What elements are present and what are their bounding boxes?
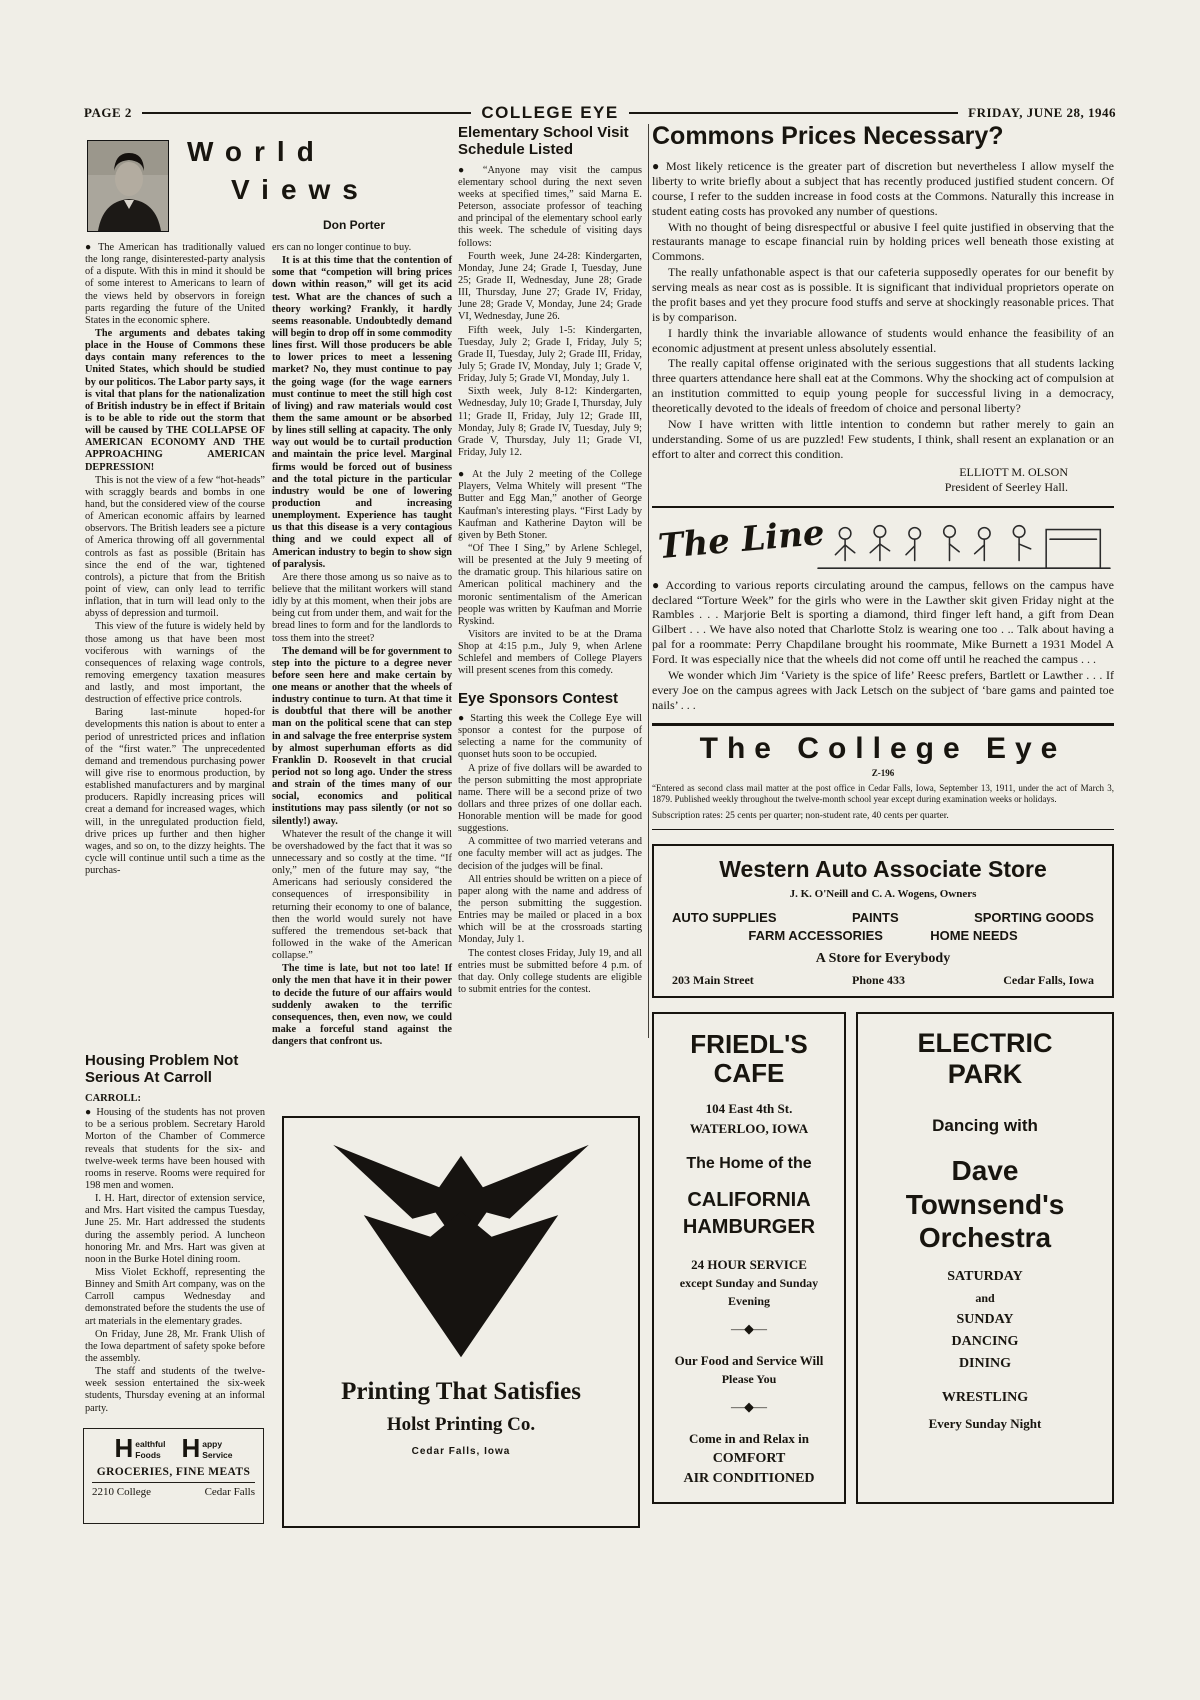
product-category: HOME NEEDS	[930, 927, 1018, 943]
don-porter-photo	[87, 140, 169, 232]
electric-park-ad	[856, 1012, 1114, 1504]
paragraph: The demand will be for government to step into the picture to a degree never before seen here and make certain by one means or another that the wheels of industry continue to turn. At that time it is doubtful that there will be another man on the political scene that can step in and salvage the free enterprise system by almost superhuman efforts as did Franklin D. Roosevelt in that crucial period not so long ago. Under the stress and strain of the times many of our social, economics and political institutions may pass silently (or not so silently!) away.	[272, 645, 452, 827]
paragraph: I. H. Hart, director of extension service, and Mrs. Hart visited the campus Tuesday, June 25. Mr. Hart addressed the students during the assembly period. A luncheon honoring Mr. and Mrs. Hart was given at noon in the Burke Hotel dining room.	[85, 1193, 265, 1265]
paragraph: Sixth week, July 8-12: Kindergarten, Wednesday, July 10; Grade I, Thursday, July 11; Grade II, Friday, July 12; Grade III, Monday, July 8; Grade IV, Tuesday, July 9; Grade V, Thursday, July 11; Grade VI, Friday, July 12.	[458, 386, 642, 459]
grocery-tagline: GROCERIES, FINE MEATS	[96, 1466, 251, 1478]
holst-printing-ad	[282, 1116, 640, 1528]
paragraph: We wonder which Jim ‘Variety is the spice of life’ Reesc prefers, Bartlett or Lawther . . . If every Joe on the campus agrees with Jack Letsch on the subject of ‘bare gams and painted toe nails’ . . .	[652, 667, 1114, 712]
arrow-emblem	[326, 1132, 596, 1372]
western-auto-owners: J. K. O'Neill and C. A. Wogens, Owners	[789, 887, 977, 900]
logo-word-top: appy	[202, 1439, 223, 1449]
western-auto-city: Cedar Falls, Iowa	[1003, 972, 1094, 987]
paragraph: With no thought of being disrespectful or abusive I feel quite justified in observing that the restaurants manage to escape financial ruin by holding prices well beneath those existing at Commons.	[652, 219, 1114, 264]
product-category: SPORTING GOODS	[974, 909, 1094, 925]
portrait-illustration	[88, 141, 168, 231]
friedls-food-line1: Our Food and Service Will	[674, 1353, 824, 1369]
holst-tagline: Printing That Satisfies	[341, 1378, 581, 1405]
masthead-title: COLLEGE EYE	[481, 103, 619, 122]
column-divider	[648, 124, 649, 1038]
electric-park-name-line1: ELECTRIC	[917, 1027, 1053, 1058]
western-auto-contact-row	[672, 973, 1094, 988]
paragraph: ● Housing of the students has not proven to be a serious problem. Secretary Harold Morton of the Chamber of Commerce reveals that students for the six- and twelve-week terms have been housed with rooms in reserve. Rooms were required for 198 men and women.	[85, 1107, 265, 1191]
electric-park-name-line2: PARK	[947, 1058, 1023, 1089]
housing-article	[85, 1052, 265, 1416]
world-views-title-line1: World	[187, 136, 326, 167]
world-views-byline: Don Porter	[323, 218, 386, 232]
electric-park-schedule	[866, 1269, 1104, 1372]
friedls-air-conditioned: AIR CONDITIONED	[683, 1471, 815, 1487]
college-eye-title: The College Eye	[699, 731, 1067, 765]
paragraph: and	[975, 1290, 995, 1305]
college-players-note	[458, 469, 642, 677]
paragraph: This view of the future is widely held by those among us that have been most vociferous with warnings of the consequences of relaxing wage controls, removing emergency taxation measures and lastly, and most important, the destruction of effective price controls.	[85, 621, 265, 706]
grocery-logo-row	[92, 1435, 255, 1461]
paragraph: All entries should be written on a piece of paper along with the name and address of the person submitting the suggestion. Entries may be mailed or placed in a box which will be at the crossroads starting Monday, July 1.	[458, 873, 642, 946]
paragraph: The really capital offense originated with the serious suggestions that all students lacking three quarters attendance here shall eat at the Commons. Why the shocking act of compulsion at an institution committed to equip young people for successful living in a democracy, theoretically devoted to the ideals of freedom of choice and personal liberty?	[652, 356, 1114, 415]
logo-words	[202, 1435, 232, 1461]
electric-park-every-sunday: Every Sunday Night	[928, 1415, 1042, 1431]
friedls-product-line1: CALIFORNIA	[687, 1189, 811, 1212]
paragraph: ● Most likely reticence is the greater part of discretion but nevertheless I allow myself the liberty to write briefly about a subject that has recently produced justified student concern. Of course, I refer to the sudden increase in food costs at the Commons. Naturally this increase in student eating costs has provoked any number of questions.	[652, 159, 1114, 218]
commons-signature	[652, 465, 1114, 496]
logo-letter-h: H	[114, 1433, 134, 1463]
friedls-except-line1: except Sunday and Sunday	[679, 1276, 819, 1291]
header-rule-left	[142, 112, 471, 114]
section-rule	[652, 506, 1114, 508]
friedls-address: 104 East 4th St.	[705, 1101, 793, 1117]
product-category: PAINTS	[851, 909, 899, 925]
the-line-title: The Line	[656, 512, 827, 567]
paragraph: The contest closes Friday, July 19, and all entries must be submitted before 4 p.m. of that day. Only college students are eligible to submit entries for the contest.	[458, 947, 642, 996]
grocery-street: 2210 College	[92, 1486, 151, 1498]
product-category: FARM ACCESSORIES	[748, 927, 883, 943]
holst-city: Cedar Falls, Iowa	[411, 1446, 511, 1457]
contest-body	[458, 713, 642, 996]
band-name-line3: Orchestra	[918, 1222, 1052, 1254]
bottom-ads-row	[652, 1012, 1114, 1504]
friedls-except-line2: Evening	[727, 1294, 770, 1309]
grocery-ad	[83, 1428, 264, 1524]
friedls-cafe-ad	[652, 1012, 846, 1504]
paragraph: ● According to various reports circulating around the campus, fellows on the campus have declared “Torture Week” for the girls who were in the Lawther skit given Friday night at the Rambles . . . Marjorie Belt is sporting a diamond, third finger left hand, a gift from Dean Gilbert . . . We have also noted that Charlotte Stolz is wearing one too . .. Talk about having a pal for a roommate: Perry Chapdilane brought his roommate, Mike Burnett a 1931 Model A Ford. It was especially nice that the wheels did not come off until he reached the campus . . .	[652, 577, 1114, 667]
world-views-header	[85, 136, 455, 240]
western-auto-title: Western Auto Associate Store	[719, 855, 1047, 882]
friedls-name-line2: CAFE	[713, 1057, 785, 1088]
paragraph: Miss Violet Eckhoff, representing the Binney and Smith Art company, was on the Carroll campus Wednesday and demonstrated before the students the use of art materials in the elementary grades.	[85, 1266, 265, 1327]
paragraph: The time is late, but not too late! If only the men that have it in their power to decide the future of our affairs would suddenly awaken to the terrific consequences, then, even now, we could make a forceful stand against the dangers that confront us.	[272, 963, 452, 1048]
housing-dateline: CARROLL:	[85, 1092, 142, 1104]
world-views-title-line2: Views	[231, 174, 370, 205]
western-auto-products-row1	[672, 910, 1094, 925]
paragraph: A committee of two married veterans and one faculty member will act as judges. The decision of the judges will be final.	[458, 836, 642, 872]
signature-name: ELLIOTT M. OLSON	[959, 464, 1068, 479]
friedls-come-line: Come in and Relax in	[689, 1431, 809, 1447]
western-auto-ad	[652, 844, 1114, 998]
electric-park-dancing: Dancing with	[932, 1116, 1038, 1136]
western-auto-products-row2	[725, 928, 1042, 943]
logo-letter-h: H	[181, 1433, 201, 1463]
housing-headline: Housing Problem Not Serious At Carroll	[85, 1052, 239, 1087]
paragraph: Whatever the result of the change it will be overshadowed by the fact that it was so unnecessary and so costly at the time. “If only,” men of the future may say, “the Americans had seriously considered the consequences of irresponsibility in returning their economy to one of balance, then the world would surely not have suffered the tremendous set-back that followed in the wake of the American collapse.”	[272, 828, 452, 962]
world-views-column-2	[272, 242, 452, 1049]
friedls-product	[662, 1187, 836, 1241]
subscription-rates: Subscription rates: 25 cents per quarter; non-student rate, 40 cents per quarter.	[652, 810, 949, 821]
western-auto-tagline: A Store for Everybody	[815, 950, 951, 966]
paragraph: It is at this time that the contention of some that “competion will bring prices down within reason,” will get its acid test. What are the chances of such a theory working? Frankly, it hardly seems reasonable. Undoubtedly demand will begin to drop off in some commodity lines first. Will those producers be able to lower prices to meet a lessening market? No, they must continue to pay the going wage (for the wage earners must continue to meet the still high cost of living) and raw materials would cost them the same amount or be absorbed by lines still selling at capacity. The only way out would be to curtail production and maintain the price level. Marginal firms would be forced out of business and the total picture in the particular industry would be one of lowering production and increasing unemployment. Experience has taught us that this disease is a very contagious thing and we could expect all of American industry to begin to show sign of paralysis.	[272, 255, 452, 570]
paragraph: I hardly think the invariable allowance of students would enhance the feasibility of an economic adjustment at present unless absolutely essential.	[652, 325, 1114, 355]
grocery-address-row	[92, 1482, 255, 1498]
masthead-code: Z-196	[871, 767, 895, 778]
paragraph: Baring last-minute hoped-for developments this nation is about to enter a period of unrestricted prices and inflation of the “first water.” The unprecedented demand and tremendous purchasing power will give rise to enormous production, by established manufacturers and by marginal producers. Rapidly increasing prices will creat a demand for increased wages, which will, in the unregulated production field, drive prices up further and then higher wages, and so on, to the dizzy heights. The cycle will continue until such a time as the purchas-	[85, 707, 265, 877]
logo-word-bottom: Foods	[135, 1449, 161, 1460]
paragraph: SATURDAY	[947, 1268, 1023, 1284]
paragraph: Visitors are invited to be at the Drama Shop at 4:15 p.m., July 9, when Arlene Schlefel and members of College Players will present scenes from this comedy.	[458, 628, 642, 677]
right-column	[652, 122, 1114, 1504]
grocery-city: Cedar Falls	[204, 1486, 255, 1498]
paragraph: The staff and students of the twelve-week session entertained the six-week students, Thursday evening at an informal party.	[85, 1366, 265, 1414]
signature-title: President of Seerley Hall.	[944, 480, 1068, 495]
paragraph: DANCING	[951, 1333, 1019, 1349]
commons-headline: Commons Prices Necessary?	[652, 122, 1004, 150]
paragraph: ● The American has traditionally valued the long range, disinterested-party analysis of a dispute. With this in mind it should be of some interest to Americans to learn of the views held by observors in foreign parts regarding the future of the United States in the economic sphere.	[85, 242, 265, 326]
western-auto-phone: Phone 433	[851, 972, 905, 987]
friedls-product-line2: HAMBURGER	[682, 1216, 816, 1239]
paragraph: SUNDAY	[956, 1311, 1014, 1327]
logo-word-top: ealthful	[135, 1439, 166, 1449]
entered-notice: “Entered as second class mail matter at the post office in Cedar Falls, Iowa, September 13, 1911, under the act of March 3, 1879. Published weekly throughout the twelve-month school year except during examination weeks or holidays.	[652, 782, 1114, 805]
paragraph: Fourth week, June 24-28: Kindergarten, Monday, June 24; Grade I, Tuesday, June 25; Grade II, Wednesday, June 28; Grade III, Thursday, June 27; Grade IV, Friday, June 28; Grade V, Monday, June 24; Grade VI, Wednesday, June 26.	[458, 250, 642, 323]
paragraph: ● “Anyone may visit the campus elementary school during the next seven weeks at specified times,” said Marna E. Peterson, associate professor of teaching and principal of the elementary school early this week. The schedule of visiting days follows:	[458, 164, 642, 249]
friedls-name-line1: FRIEDL'S	[690, 1028, 808, 1059]
world-views-column-1	[85, 242, 265, 878]
healthful-foods-logo	[114, 1435, 165, 1461]
paragraph: This is not the view of a few “hot-heads” with scraggly beards and bombs in one hand, but the considered view of the course of American economic affairs by learned observors. The British leaders see a picture of America throwing off all governmental controls as fast as possible (Britain has since the end of the war, tightened controls), a picture that from the British point of view, can only lead to terrific inflation, that in turn will lead only to the abyss of depression and turmoil.	[85, 474, 265, 620]
paragraph: ers can no longer continue to buy.	[272, 242, 412, 253]
contest-headline: Eye Sponsors Contest	[458, 689, 619, 707]
product-category: AUTO SUPPLIES	[672, 909, 777, 925]
paragraph: Now I have written with little intention to condemn but rather merely to gain an understanding. Some of us are puzzled! Few students, I think, shall resent an explanation or an effort to alter and correct this condition.	[652, 416, 1114, 461]
paragraph: On Friday, June 28, Mr. Frank Ulish of the Iowa department of safety spoke before the assembly.	[85, 1328, 265, 1364]
paragraph: Fifth week, July 1-5: Kindergarten, Tuesday, July 2; Grade I, Friday, July 5; Grade II, Tuesday, July 2; Grade III, Friday, July 5; Grade IV, Monday, July 1; Grade V, Friday, July 5; Grade VI, Monday, July 1.	[458, 324, 642, 385]
issue-date: FRIDAY, JUNE 28, 1946	[968, 105, 1117, 120]
header-rule-right	[629, 112, 958, 114]
band-name-line2: Townsend's	[905, 1188, 1065, 1220]
paragraph: Are there those among us so naive as to believe that the militant workers will stand idly by at this moment, when their jobs are being cut from under them, and wait for the bread lines to form and for the landlords to toss them into the street?	[272, 571, 452, 644]
logo-words	[135, 1435, 165, 1461]
band-name-line1: Dave	[951, 1155, 1019, 1187]
friedls-home-line: The Home of the	[686, 1155, 812, 1173]
column-3	[458, 124, 642, 997]
friedls-comfort: COMFORT	[712, 1451, 786, 1467]
housing-body	[85, 1107, 265, 1415]
commons-body	[652, 159, 1114, 462]
paragraph: ● At the July 2 meeting of the College Players, Velma Whitely will present “The Butter and Egg Man,” another of George Kaufman's interesting plays. “First Lady by Kaufman and Katherine Dayton will be given by Beth Stoner.	[458, 469, 642, 541]
logo-word-bottom: Service	[202, 1449, 233, 1460]
band-name	[866, 1154, 1104, 1255]
college-eye-masthead-box	[652, 723, 1114, 830]
paragraph: A prize of five dollars will be awarded to the person submitting the most appropriate name. There will be a second prize of two dollars and three prizes of one dollar each. Honorable mention will be made for good suggestions.	[458, 762, 642, 835]
page-number: PAGE 2	[84, 105, 132, 120]
western-auto-address: 203 Main Street	[672, 972, 754, 987]
happy-service-logo	[181, 1435, 232, 1461]
queue-illustration	[814, 516, 1114, 574]
ornament-divider: —◆—	[731, 1321, 767, 1337]
ornament-divider: —◆—	[731, 1399, 767, 1415]
page-header	[84, 103, 1116, 123]
the-line-body	[652, 578, 1114, 713]
paragraph: The really unfathonable aspect is that our cafeteria supposedly operates for our benefit by serving meals as near cost as is possible. It is significant that individual proprietors operate on the profit bases and yet they procure food stuffs and serve at shockingly reasonable prices. That is by comparison.	[652, 265, 1114, 324]
friedls-service: 24 HOUR SERVICE	[691, 1257, 807, 1273]
friedls-food-line2: Please You	[721, 1372, 777, 1387]
paragraph: The arguments and debates taking place in the House of Commons these days contain many references to the United States, which should be studied by our politicos. The Labor party says, it is vital that plans for the nationalization of British industry be in effect if Britain is to be able to ride out the storm that will be caused by THE COLLAPSE OF AMERICAN ECONOMY AND THE APPROACHING AMERICAN DEPRESSION!	[85, 327, 265, 473]
holst-company: Holst Printing Co.	[386, 1414, 536, 1435]
paragraph: “Of Thee I Sing,” by Arlene Schlegel, will be presented at the July 9 meeting of the dramatic group. This hilarious satire on American political machinery and the moronic sentimentalism of the American people was written by Kaufman and Morrie Ryskind.	[458, 543, 642, 627]
friedls-city: WATERLOO, IOWA	[689, 1121, 809, 1137]
paragraph: ● Starting this week the College Eye will sponsor a contest for the purpose of selecting a name for the community of quonset huts soon to be occupied.	[458, 712, 642, 761]
elementary-body	[458, 165, 642, 459]
paragraph: DINING	[958, 1355, 1012, 1371]
elementary-headline: Elementary School Visit Schedule Listed	[458, 124, 629, 159]
electric-park-wrestling: WRESTLING	[941, 1389, 1029, 1405]
the-line-banner	[652, 512, 1114, 578]
